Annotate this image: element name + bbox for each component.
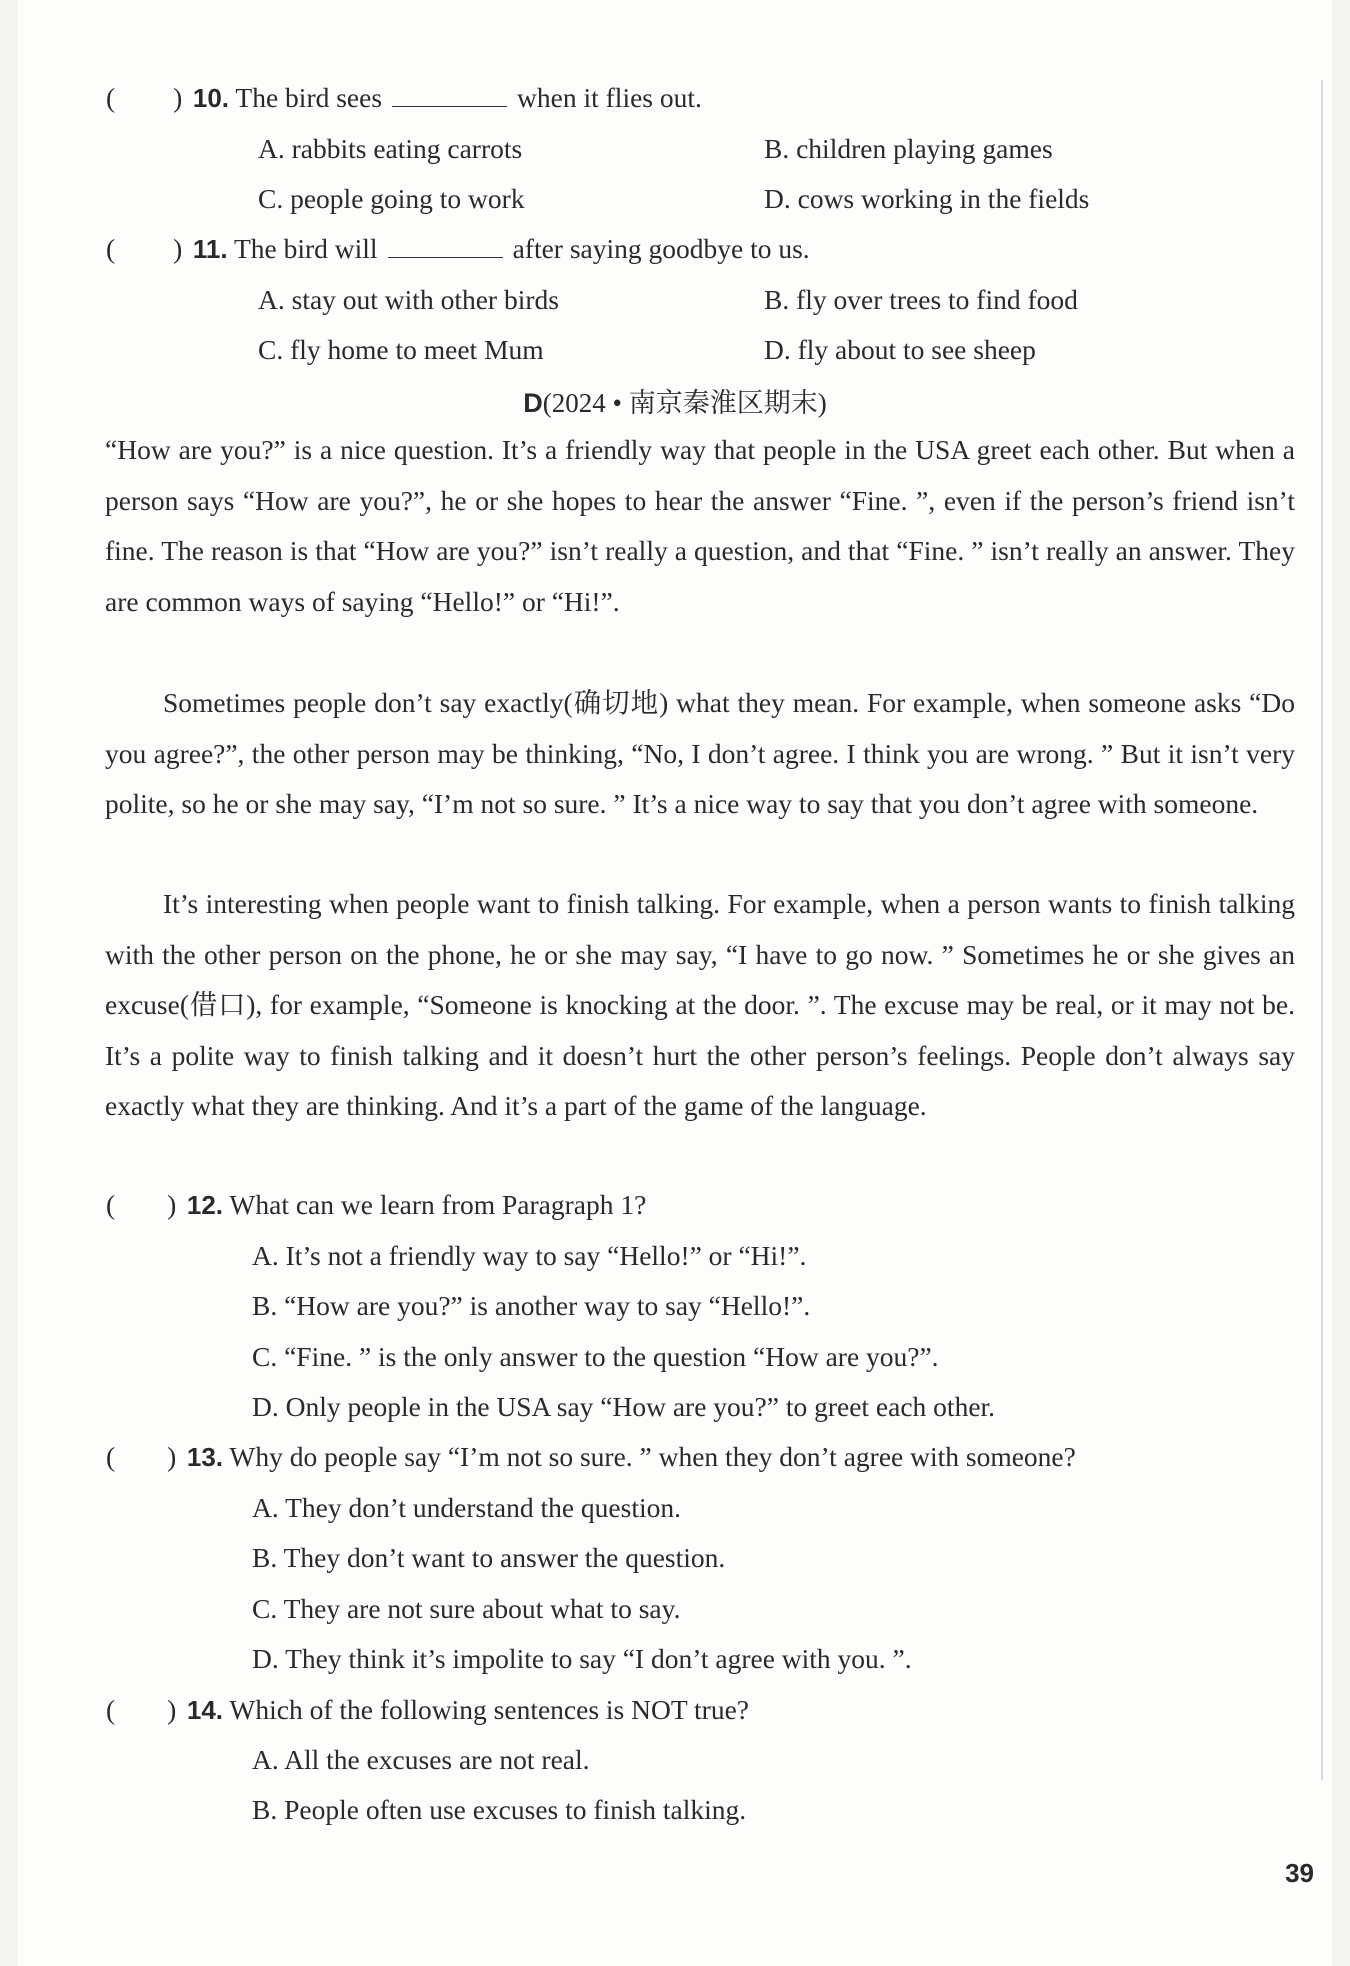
section-heading: D(2024 • 南京秦淮区期末)	[523, 388, 827, 418]
option-12a: A. It’s not a friendly way to say “Hello!” or “Hi!”.	[252, 1240, 807, 1271]
passage-paragraph-2: Sometimes people don’t say exactly(确切地) what they mean. For example, when someone asks “Do you agree?”, the other person may be thinking, “No, I don’t agree. I think you are wrong. ” But it isn’t very polite, so he or she may say, “I’m not so sure. ” It’s a nice way to say that you don’t agree with someone.	[105, 687, 1295, 819]
margin-rule	[1321, 80, 1323, 1780]
option-14a: A. All the excuses are not real.	[252, 1744, 590, 1775]
answer-blank[interactable]	[388, 235, 503, 258]
option-13d: D. They think it’s impolite to say “I don’t agree with you. ”.	[252, 1643, 912, 1674]
option-11a: A. stay out with other birds	[258, 284, 559, 315]
option-12b: B. “How are you?” is another way to say “Hello!”.	[252, 1290, 811, 1321]
option-14b: B. People often use excuses to finish talking.	[252, 1794, 747, 1825]
passage-paragraph-3: It’s interesting when people want to finish talking. For example, when a person wants to finish talking with the other person on the phone, he or she may say, “I have to go now. ” Sometimes he or she gives an excuse(借口), for example, “Someone is knocking at the door. ”. The excuse may be real, or it may not be. It’s a polite way to finish talking and it doesn’t hurt the other person’s feelings. People don’t always say exactly what they are thinking. And it’s a part of the game of the language.	[105, 888, 1295, 1121]
option-12c: C. “Fine. ” is the only answer to the question “How are you?”.	[252, 1341, 939, 1372]
option-13b: B. They don’t want to answer the question.	[252, 1542, 726, 1573]
option-10b: B. children playing games	[764, 133, 1053, 164]
option-10d: D. cows working in the fields	[764, 183, 1090, 214]
passage-paragraph-1: “How are you?” is a nice question. It’s a friendly way that people in the USA greet each other. But when a person says “How are you?”, he or she hopes to hear the answer “Fine. ”, even if the person’s friend isn’t fine. The reason is that “How are you?” isn’t really a question, and that “Fine. ” isn’t really an answer. They are common ways of saying “Hello!” or “Hi!”.	[105, 434, 1295, 617]
question-14: ( ) 14. Which of the following sentences is NOT true?	[106, 1694, 749, 1725]
question-10: ( ) 10. The bird sees when it flies out.	[106, 82, 702, 113]
option-11b: B. fly over trees to find food	[764, 284, 1078, 315]
page-number: 39	[1285, 1858, 1314, 1888]
question-12: ( ) 12. What can we learn from Paragraph 1?	[106, 1189, 647, 1220]
answer-blank[interactable]	[392, 84, 507, 107]
option-11c: C. fly home to meet Mum	[258, 334, 544, 365]
option-11d: D. fly about to see sheep	[764, 334, 1036, 365]
option-12d: D. Only people in the USA say “How are you?” to greet each other.	[252, 1391, 996, 1422]
worksheet-page	[18, 0, 1332, 1966]
question-13: ( ) 13. Why do people say “I’m not so sure. ” when they don’t agree with someone?	[106, 1441, 1076, 1472]
option-10c: C. people going to work	[258, 183, 525, 214]
question-11: ( ) 11. The bird will after saying goodbye to us.	[106, 233, 810, 264]
option-10a: A. rabbits eating carrots	[258, 133, 523, 164]
option-13c: C. They are not sure about what to say.	[252, 1593, 681, 1624]
option-13a: A. They don’t understand the question.	[252, 1492, 681, 1523]
